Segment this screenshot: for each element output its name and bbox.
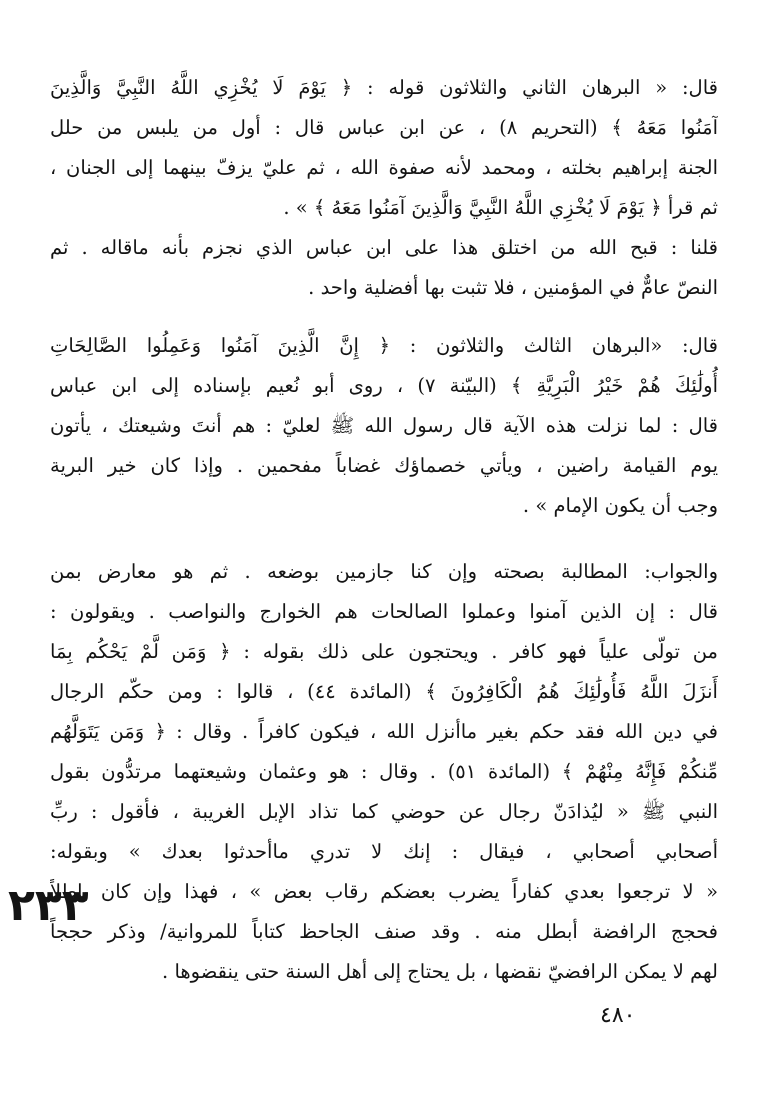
paragraph-burhan-33	[50, 326, 718, 526]
main-text-block	[50, 68, 718, 992]
text-line: وجب أن يكون الإمام » .	[522, 494, 718, 517]
paragraph-burhan-32	[50, 68, 718, 228]
text-line: ثم قرأ ﴿ يَوْمَ لَا يُخْزِي اللَّهُ النَّبِيَّ وَالَّذِينَ آمَنُوا مَعَهُ ﴾ » .	[283, 196, 718, 219]
text-line: فحجج الرافضة أبطل منه . وقد صنف الجاحظ كتاباً للمروانية/ وذكر حججاً	[50, 920, 718, 943]
page-number: ٤٨٠	[600, 1003, 636, 1028]
text-line: النصّ عامٌّ في المؤمنين ، فلا تثبت بها أفضلية واحد .	[308, 276, 718, 299]
text-line: قلنا : قبح الله من اختلق هذا على ابن عباس الذي نجزم بأنه ماقاله . ثم	[50, 236, 718, 259]
text-line: في دين الله فقد حكم بغير ماأنزل الله ، فيكون كافراً . وقال : ﴿ وَمَن يَتَوَلَّهُم	[50, 720, 718, 743]
text-line: آمَنُوا مَعَهُ ﴾ (التحريم ٨) ، عن ابن عباس قال : أول من يلبس من حلل	[50, 116, 718, 139]
text-line: مِّنكُمْ فَإِنَّهُ مِنْهُمْ ﴾ (المائدة ٥١) . وقال : هو وعثمان وشيعتهما مرتدُّون بقول	[50, 760, 718, 783]
text-line: « لا ترجعوا بعدي كفاراً يضرب بعضكم رقاب بعض » ، فهذا وإن كان باطلاً	[50, 880, 718, 903]
text-line: قال : لما نزلت هذه الآية قال رسول الله ﷺ لعليّ : هم أنتَ وشيعتك ، يأتون	[50, 414, 718, 437]
text-line: من تولّى علياً فهو كافر . ويحتجون على ذلك بقوله : ﴿ وَمَن لَّمْ يَحْكُم بِمَا	[50, 640, 718, 663]
text-line: النبي ﷺ « ليُذادَنّ رجال عن حوضي كما تذاد الإبل الغريبة ، فأقول : ربِّ	[50, 800, 718, 823]
text-line: قال : إن الذين آمنوا وعملوا الصالحات هم الخوارج والنواصب . ويقولون :	[50, 600, 718, 623]
text-line: قال: «البرهان الثالث والثلاثون : ﴿ إِنَّ الَّذِينَ آمَنُوا وَعَمِلُوا الصَّالِحَاتِ	[50, 334, 718, 357]
text-line: أُولَٰئِكَ هُمْ خَيْرُ الْبَرِيَّةِ ﴾ (البيّنة ٧) ، روى أبو نُعيم بإسناده إلى ابن عباس	[50, 374, 718, 397]
text-line: أَنزَلَ اللَّهُ فَأُولَٰئِكَ هُمُ الْكَافِرُونَ ﴾ (المائدة ٤٤) ، قالوا : ومن حكّم الرجال	[50, 680, 718, 703]
paragraph-answer	[50, 552, 718, 992]
text-line: والجواب: المطالبة بصحته وإن كنا جازمين بوضعه . ثم هو معارض بمن	[50, 560, 718, 583]
paragraph-reply-1	[50, 228, 718, 308]
text-line: قال: « البرهان الثاني والثلاثون قوله : ﴿ يَوْمَ لَا يُخْزِي اللَّهُ النَّبِيَّ وَالَّذِينَ	[50, 76, 718, 99]
text-line: أصحابي أصحابي ، فيقال : إنك لا تدري ماأحدثوا بعدك » وبقوله:	[50, 840, 718, 863]
text-line: الجنة إبراهيم بخلته ، ومحمد لأنه صفوة الله ، ثم عليّ يزفّ بينهما إلى الجنان ،	[50, 156, 718, 179]
text-line: يوم القيامة راضين ، ويأتي خصماؤك غضاباً مفحمين . وإذا كان خير البرية	[50, 454, 718, 477]
text-line: لهم لا يمكن الرافضيّ نقضها ، بل يحتاج إلى أهل السنة حتى ينقضوها .	[162, 960, 718, 983]
margin-number: ٢٣٣	[8, 880, 89, 931]
